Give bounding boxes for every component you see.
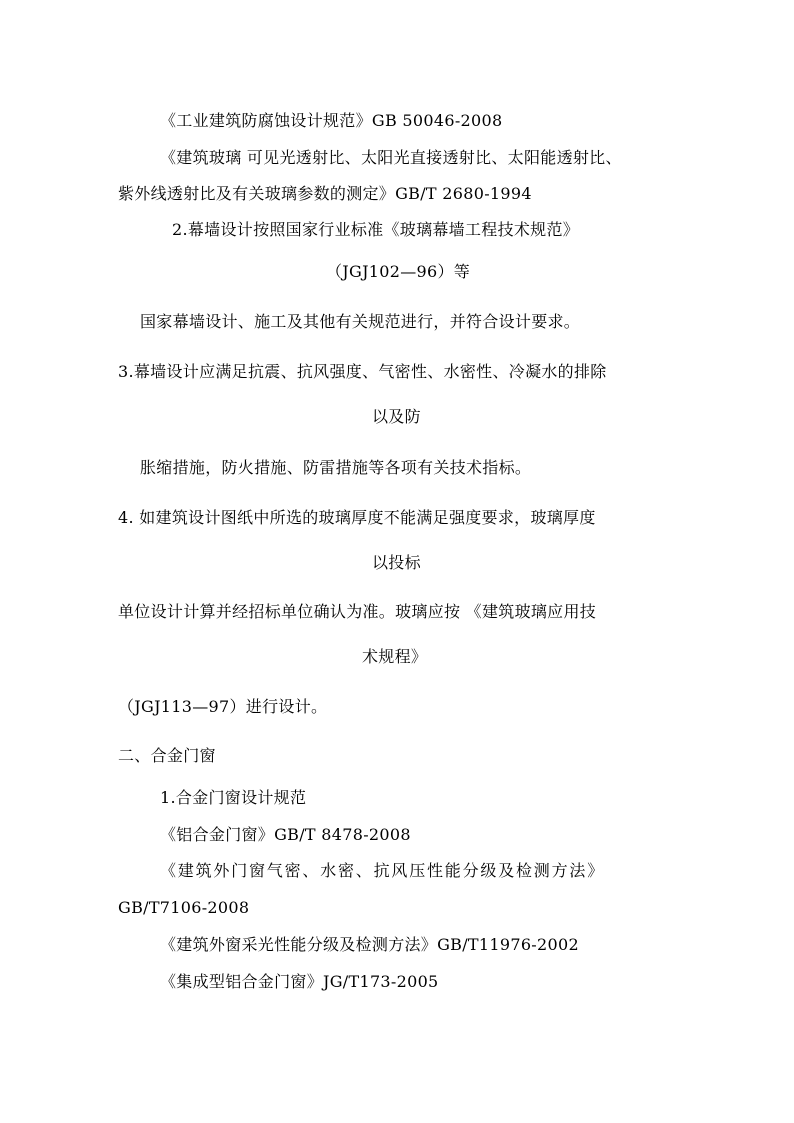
text-line-4: 2.幕墙设计按照国家行业标准《玻璃幕墙工程技术规范》 [172, 220, 580, 239]
text-line-12: 单位设计计算并经招标单位确认为准。玻璃应按 《建筑玻璃应用技 [118, 602, 597, 621]
text-line-9: 胀缩措施，防火措施、防雷措施等各项有关技术指标。 [140, 458, 532, 477]
text-line-1: 《工业建筑防腐蚀设计规范》GB 50046-2008 [160, 111, 503, 130]
text-line-19: GB/T7106-2008 [118, 898, 250, 917]
text-line-10: 4. 如建筑设计图纸中所选的玻璃厚度不能满足强度要求，玻璃厚度 [118, 508, 596, 527]
text-line-3: 紫外线透射比及有关玻璃参数的测定》GB/T 2680-1994 [118, 184, 532, 203]
text-line-7: 3.幕墙设计应满足抗震、抗风强度、气密性、水密性、冷凝水的排除 [118, 362, 607, 381]
text-line-20: 《建筑外窗采光性能分级及检测方法》GB/T11976-2002 [160, 935, 579, 954]
text-line-21: 《集成型铝合金门窗》JG/T173-2005 [160, 972, 439, 991]
text-line-18: 《建筑外门窗气密、水密、抗风压性能分级及检测方法》 [160, 861, 606, 880]
text-line-14: （JGJ113—97）进行设计。 [118, 697, 328, 716]
text-line-2: 《建筑玻璃 可见光透射比、太阳光直接透射比、太阳能透射比、 [160, 148, 622, 167]
text-line-13: 术规程》 [362, 647, 428, 666]
section-heading: 二、合金门窗 [118, 746, 216, 765]
text-line-17: 《铝合金门窗》GB/T 8478-2008 [160, 825, 411, 844]
text-line-5: （JGJ102—96）等 [326, 262, 471, 281]
text-line-6: 国家幕墙设计、施工及其他有关规范进行，并符合设计要求。 [140, 312, 581, 331]
text-line-8: 以及防 [372, 407, 421, 426]
text-line-11: 以投标 [372, 553, 421, 572]
subsection-heading: 1.合金门窗设计规范 [160, 788, 307, 807]
